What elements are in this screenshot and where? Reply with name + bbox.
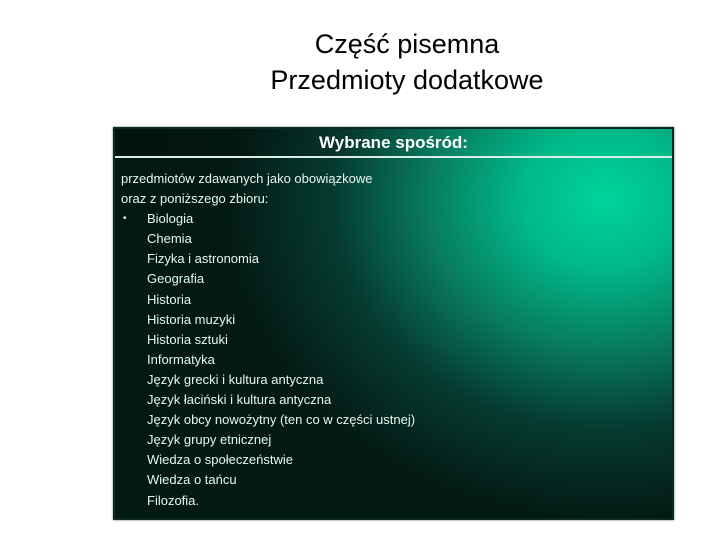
subject-label: Filozofia. [147,492,200,508]
list-item [121,491,666,511]
list-item [121,290,666,310]
slide-title: Część pisemna [314,29,500,59]
subject-label: Wiedza o tańcu [147,472,237,488]
subject-label: Język obcy nowożytny (ten co w części ustnej) [147,412,416,428]
list-item [121,470,666,490]
subject-label: Język łaciński i kultura antyczna [147,392,332,408]
subject-label: Geografia [147,271,205,287]
list-item [121,229,666,249]
intro-line: oraz z poniższego zbioru: [121,191,269,207]
list-item [121,209,666,229]
subject-label: Historia sztuki [147,331,228,347]
subject-label: Język grupy etnicznej [147,432,272,448]
bullet-icon: • [123,213,127,225]
list-item [121,269,666,289]
panel-header-title: Wybrane spośród: [319,133,468,152]
list-item [121,430,666,450]
subject-label: Informatyka [147,351,215,367]
panel-body [121,169,666,511]
subject-label: Wiedza o społeczeństwie [147,452,293,468]
list-item [121,450,666,470]
content-panel [113,127,674,520]
list-item [121,350,666,370]
subject-label: Historia muzyki [147,311,236,327]
slide-subtitle: Przedmioty dodatkowe [270,65,544,95]
list-item [121,310,666,330]
intro-line: przedmiotów zdawanych jako obowiązkowe [121,171,373,186]
subject-label: Biologia [147,211,194,227]
list-item [121,410,666,430]
subject-label: Język grecki i kultura antyczna [147,371,324,387]
list-item [121,390,666,410]
subject-label: Chemia [147,231,192,247]
list-item [121,249,666,269]
subject-label: Fizyka i astronomia [147,251,259,267]
panel-header [115,129,672,158]
list-item [121,370,666,390]
list-item [121,330,666,350]
subject-label: Historia [147,291,192,307]
